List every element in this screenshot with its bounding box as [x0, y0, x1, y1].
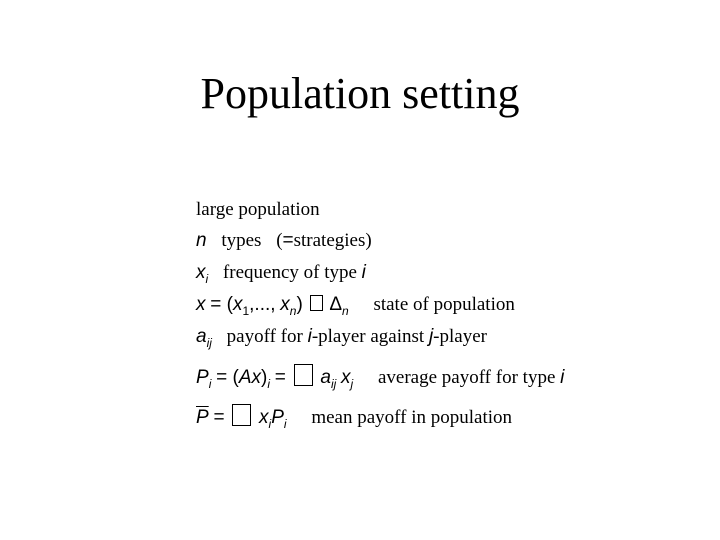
missing-glyph-box — [310, 295, 323, 311]
line-mean-payoff — [196, 404, 512, 431]
mean-payoff-text: mean payoff in population — [311, 407, 513, 428]
sub-i-Ax: i — [267, 377, 270, 391]
payoff-for-text: payoff for — [226, 326, 303, 347]
ellipsis: ,..., — [249, 294, 276, 315]
line-n-types — [196, 229, 372, 253]
var-n: n — [196, 230, 207, 251]
var-x-sum: x — [341, 367, 351, 388]
line-average-payoff — [196, 364, 564, 391]
var-x-state: x — [196, 294, 206, 315]
var-j-player: j — [428, 326, 434, 347]
var-x1: x — [232, 294, 243, 315]
average-payoff-text: average payoff for type — [377, 367, 556, 388]
missing-sum-glyph-box-2 — [232, 404, 251, 426]
var-P-mean: P — [271, 407, 284, 428]
line-payoff — [196, 325, 487, 350]
sub-i-x-mean: i — [268, 417, 272, 431]
sub-i-P: i — [208, 377, 212, 391]
line-large-population — [196, 198, 320, 222]
equals-open-2: = ( — [216, 367, 239, 388]
sub-n: n — [289, 304, 297, 318]
var-a: a — [196, 326, 207, 347]
close-paren-2: ) — [261, 367, 268, 388]
var-P-bar: $\overline{P}$ — [196, 407, 209, 428]
delta-symbol: Δ — [329, 294, 343, 315]
player-against-text: -player against — [311, 326, 425, 347]
sub-j-sum: j — [350, 377, 354, 391]
slide-title: Population setting — [200, 69, 520, 118]
player-text: -player — [433, 326, 487, 347]
sub-1: 1 — [242, 304, 250, 318]
large-population-text: large population — [196, 199, 320, 220]
var-i: i — [361, 262, 366, 283]
strategies-text: strategies) — [293, 230, 372, 251]
types-text: types — [221, 230, 262, 251]
close-paren: ) — [296, 294, 303, 315]
equals-sign: = — [282, 230, 294, 251]
sub-n-delta: n — [342, 304, 349, 318]
equals-3: = — [213, 407, 225, 428]
frequency-text: frequency of type — [222, 262, 357, 283]
var-Ax: Ax — [238, 367, 261, 388]
missing-sum-glyph-box — [294, 364, 313, 386]
var-i-type: i — [560, 367, 565, 388]
line-state — [196, 293, 515, 318]
var-a-sum: a — [320, 367, 331, 388]
var-x-mean: x — [259, 407, 269, 428]
sub-ij: ij — [206, 336, 212, 350]
sub-i: i — [205, 272, 209, 286]
var-xn: x — [280, 294, 290, 315]
equals-2: = — [274, 367, 286, 388]
sub-i-P-mean: i — [283, 417, 287, 431]
var-x: x — [196, 262, 206, 283]
state-text: state of population — [373, 294, 515, 315]
sub-ij-sum: ij — [330, 377, 337, 391]
line-frequency — [196, 261, 366, 286]
var-i-player: i — [307, 326, 312, 347]
equals-open: = ( — [210, 294, 233, 315]
var-P: P — [196, 367, 209, 388]
open-paren: ( — [276, 230, 283, 251]
